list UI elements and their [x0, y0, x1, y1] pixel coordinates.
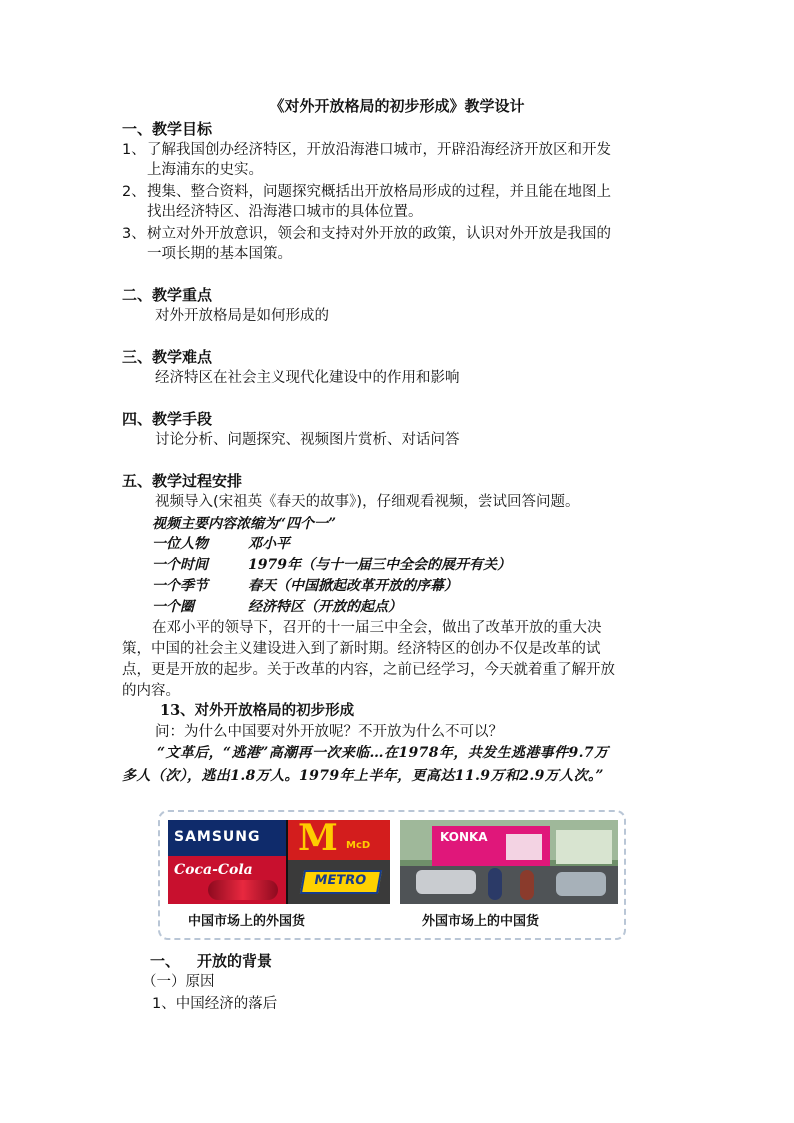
goal-3-line1: 树立对外开放意识，领会和支持对外开放的政策，认识对外开放是我国的	[147, 226, 611, 242]
person-shape-1	[488, 868, 502, 900]
coke-logo-text: Coca-Cola	[174, 862, 253, 878]
four-2-value: 1979年（与十一届三中全会的展开有关）	[248, 557, 511, 573]
goal-3-line2: 一项长期的基本国策。	[147, 246, 292, 262]
foreign-goods-photo	[168, 820, 390, 904]
quote-line-2: 多人（次），逃出1.8万人。1979年上半年，更高达11.9万和2.9万人次。”	[122, 768, 604, 784]
chinese-goods-photo	[400, 820, 618, 904]
konka-logo-text: KONKA	[440, 830, 488, 844]
quote-line-1: “文革后，“逃港”高潮再一次来临…在1978年，共发生逃港事件9.7万	[157, 745, 609, 761]
car-shape	[416, 870, 476, 894]
four-1-key: 一位人物	[152, 536, 208, 552]
samsung-sign	[168, 820, 286, 856]
goal-1-num: 1、	[122, 142, 146, 158]
billboard-image	[506, 834, 542, 860]
question-text: 问：为什么中国要对外开放呢？不开放为什么不可以？	[155, 724, 503, 740]
section-process-heading: 五、教学过程安排	[122, 472, 243, 490]
section-goals-heading: 一、教学目标	[122, 120, 213, 138]
page-title: 《对外开放格局的初步形成》教学设计	[269, 97, 525, 115]
section-13-heading: 13、对外开放格局的初步形成	[160, 702, 355, 719]
market-goods-figure	[158, 810, 626, 940]
metro-store	[288, 860, 390, 904]
four-1-value: 邓小平	[248, 536, 290, 552]
section-key-heading: 二、教学重点	[122, 286, 213, 304]
four-3-key: 一个季节	[152, 578, 208, 594]
four-3-value: 春天（中国掀起改革开放的序幕）	[248, 578, 458, 594]
background-item-1: 1、中国经济的落后	[152, 996, 278, 1012]
right-caption: 外国市场上的中国货	[422, 914, 540, 929]
left-caption: 中国市场上的外国货	[188, 914, 306, 929]
goal-2-line2: 找出经济特区、沿海港口城市的具体位置。	[147, 204, 423, 220]
para-line-2: 策，中国的社会主义建设进入到了新时期。经济特区的创办不仅是改革的试	[122, 641, 601, 657]
person-shape-2	[520, 870, 534, 900]
side-billboard	[556, 830, 612, 864]
four-4-value: 经济特区（开放的起点）	[248, 599, 402, 615]
car-shape-2	[556, 872, 606, 896]
four-4-key: 一个圈	[152, 599, 194, 615]
process-intro: 视频导入(宋祖英《春天的故事》)，仔细观看视频，尝试回答问题。	[155, 494, 580, 510]
means-text: 讨论分析、问题探究、视频图片赏析、对话问答	[155, 432, 460, 448]
background-sub: （一）原因	[142, 974, 215, 990]
difficulty-text: 经济特区在社会主义现代化建设中的作用和影响	[155, 370, 460, 386]
goal-3-num: 3、	[122, 226, 146, 242]
four-2-key: 一个时间	[152, 557, 208, 573]
samsung-logo-text: SAMSUNG	[174, 829, 261, 845]
golden-arches-icon: M	[298, 820, 338, 859]
para-line-3: 点，更是开放的起步。关于改革的内容，之前已经学习，今天就着重了解开放	[122, 662, 615, 678]
section-means-heading: 四、教学手段	[122, 410, 213, 428]
goal-1-line2: 上海浦东的史实。	[147, 162, 263, 178]
para-line-4: 的内容。	[122, 683, 180, 699]
goal-2-line1: 搜集、整合资料，问题探究概括出开放格局形成的过程，并且能在地图上	[147, 184, 611, 200]
coke-sign	[168, 856, 286, 904]
para-line-1: 在邓小平的领导下，召开的十一届三中全会，做出了改革开放的重大决	[152, 620, 602, 636]
process-summary: 视频主要内容浓缩为“四个一”	[152, 516, 337, 532]
background-heading-num: 一、	[150, 952, 181, 970]
mcd-logo-text: McD	[346, 840, 371, 851]
konka-billboard	[432, 826, 550, 866]
metro-sign	[300, 870, 382, 894]
goal-1-line1: 了解我国创办经济特区，开放沿海港口城市，开辟沿海经济开放区和开发	[147, 142, 611, 158]
mcdonalds-sign	[288, 820, 390, 860]
bottle-decoration	[208, 880, 278, 900]
section-difficulty-heading: 三、教学难点	[122, 348, 213, 366]
background-heading-text: 开放的背景	[197, 952, 273, 970]
key-point-text: 对外开放格局是如何形成的	[155, 308, 329, 324]
goal-2-num: 2、	[122, 184, 146, 200]
metro-logo-text: METRO	[312, 873, 368, 888]
